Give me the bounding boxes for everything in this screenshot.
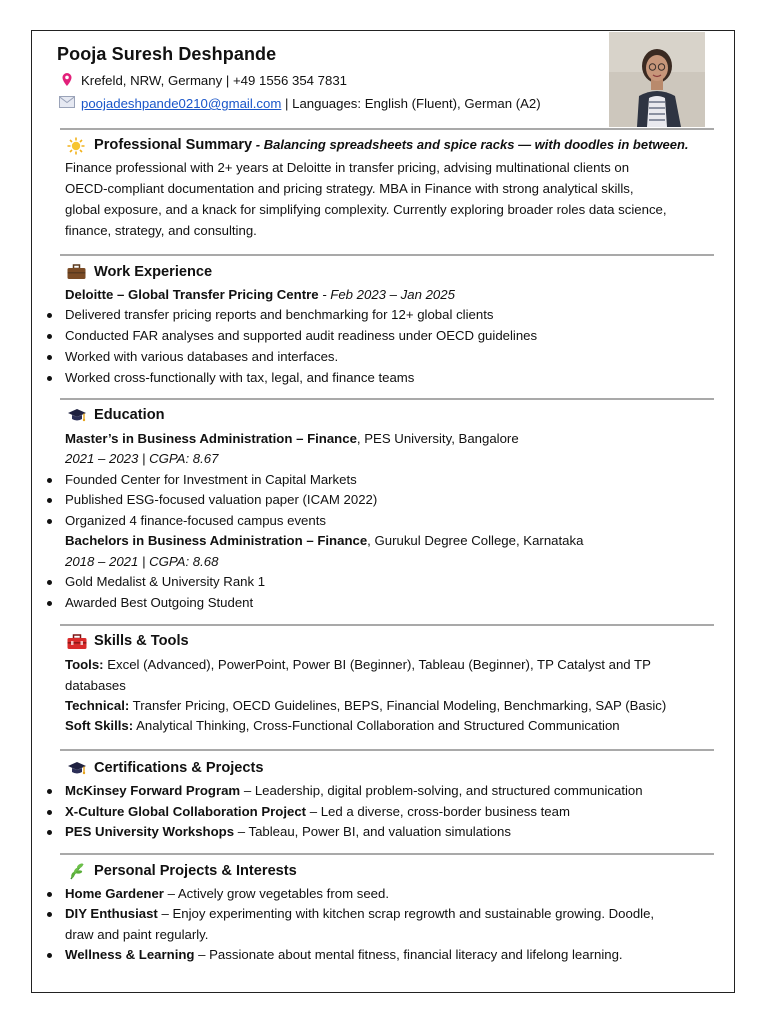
candidate-name: Pooja Suresh Deshpande xyxy=(57,44,277,64)
bullet-dot xyxy=(47,313,52,318)
work-bullet: Worked cross-functionally with tax, legal, and finance teams xyxy=(65,370,415,385)
soft-skills-value: Analytical Thinking, Cross-Functional Collaboration and Structured Communication xyxy=(133,718,620,733)
email-link[interactable]: poojadeshpande0210@gmail.com xyxy=(81,96,282,111)
bullet-dot xyxy=(47,953,52,958)
education-bullet: Gold Medalist & University Rank 1 xyxy=(65,574,266,589)
education-bullet: Awarded Best Outgoing Student xyxy=(65,595,254,610)
work-heading: Work Experience xyxy=(94,264,213,280)
bullet-dot xyxy=(47,830,52,835)
personal-desc: – Passionate about mental fitness, financial literacy and lifelong learning. xyxy=(194,947,623,962)
bullet-dot xyxy=(47,601,52,606)
cert-title: PES University Workshops xyxy=(65,824,235,839)
divider xyxy=(60,853,714,855)
skills-heading: Skills & Tools xyxy=(94,633,189,649)
personal-item-cont: draw and paint regularly. xyxy=(65,927,209,942)
bullet-dot xyxy=(47,498,52,503)
work-bullet: Delivered transfer pricing reports and benchmarking for 12+ global clients xyxy=(65,307,494,322)
education-bullet: Organized 4 finance-focused campus events xyxy=(65,513,326,528)
personal-desc: – Actively grow vegetables from seed. xyxy=(163,886,389,901)
summary-line: OECD-compliant documentation and pricing strategy. MBA in Finance with strong analytical skills, xyxy=(65,181,634,196)
education-meta: 2018 – 2021 | CGPA: 8.68 xyxy=(65,554,219,569)
profile-photo xyxy=(609,32,705,127)
technical-value: Transfer Pricing, OECD Guidelines, BEPS, Financial Modeling, Benchmarking, SAP (Basic) xyxy=(129,698,667,713)
personal-desc: – Enjoy experimenting with kitchen scrap regrowth and sustainable growing. Doodle, xyxy=(157,906,655,921)
education-meta: 2021 – 2023 | CGPA: 8.67 xyxy=(65,451,219,466)
education-bullet: Published ESG-focused valuation paper (ICAM 2022) xyxy=(65,492,378,507)
divider xyxy=(60,749,714,751)
herb-icon xyxy=(68,862,86,880)
graduation-cap-icon xyxy=(67,761,87,777)
cert-item xyxy=(65,783,643,799)
education-school: , Gurukul Degree College, Karnataka xyxy=(367,533,584,548)
tools-value-cont: databases xyxy=(65,678,126,693)
cert-desc: – Tableau, Power BI, and valuation simulations xyxy=(234,824,511,839)
education-bullet: Founded Center for Investment in Capital Markets xyxy=(65,472,357,487)
divider xyxy=(60,128,714,130)
divider xyxy=(60,398,714,400)
location-pin-icon xyxy=(60,72,74,88)
bullet-dot xyxy=(47,789,52,794)
toolbox-icon xyxy=(67,634,87,650)
tools-label: Tools: xyxy=(65,657,104,672)
personal-item xyxy=(65,886,389,902)
personal-heading: Personal Projects & Interests xyxy=(94,863,297,879)
graduation-cap-icon xyxy=(67,408,87,424)
certifications-heading: Certifications & Projects xyxy=(94,760,264,776)
location-phone: Krefeld, NRW, Germany | +49 1556 354 7831 xyxy=(81,73,347,88)
summary-line: global exposure, and a knack for simplifying complexity. Currently exploring broader roles data science, xyxy=(65,202,667,217)
summary-tagline: - Balancing spreadsheets and spice racks — with doodles in between. xyxy=(252,137,689,152)
personal-title: DIY Enthusiast xyxy=(65,906,158,921)
education-heading: Education xyxy=(94,407,165,423)
work-bullet: Conducted FAR analyses and supported audit readiness under OECD guidelines xyxy=(65,328,538,343)
cert-item xyxy=(65,824,511,840)
education-degree: Master’s in Business Administration – Finance xyxy=(65,431,357,446)
summary-line: Finance professional with 2+ years at Deloitte in transfer pricing, advising multinational clients on xyxy=(65,160,630,175)
sun-icon xyxy=(67,137,85,155)
bullet-dot xyxy=(47,478,52,483)
bullet-dot xyxy=(47,892,52,897)
technical-label: Technical: xyxy=(65,698,130,713)
soft-skills-label: Soft Skills: xyxy=(65,718,134,733)
personal-item xyxy=(65,947,623,963)
personal-title: Wellness & Learning xyxy=(65,947,195,962)
bullet-dot xyxy=(47,580,52,585)
divider xyxy=(60,254,714,256)
divider xyxy=(60,624,714,626)
cert-title: McKinsey Forward Program xyxy=(65,783,241,798)
bullet-dot xyxy=(47,355,52,360)
cert-item xyxy=(65,804,570,820)
bullet-dot xyxy=(47,810,52,815)
education-degree: Bachelors in Business Administration – Finance xyxy=(65,533,368,548)
work-role: Deloitte – Global Transfer Pricing Centre xyxy=(65,287,319,302)
tools-value: Excel (Advanced), PowerPoint, Power BI (Beginner), Tableau (Beginner), TP Catalyst and TP xyxy=(103,657,651,672)
bullet-dot xyxy=(47,376,52,381)
languages: | Languages: English (Fluent), German (A2) xyxy=(281,96,541,111)
bullet-dot xyxy=(47,519,52,524)
summary-line: finance, strategy, and consulting. xyxy=(65,223,257,238)
email-icon xyxy=(59,96,75,108)
summary-heading: Professional Summary xyxy=(94,137,253,153)
education-school: , PES University, Bangalore xyxy=(356,431,519,446)
work-bullet: Worked with various databases and interfaces. xyxy=(65,349,339,364)
bullet-dot xyxy=(47,912,52,917)
briefcase-icon xyxy=(67,264,86,280)
cert-desc: – Leadership, digital problem-solving, and structured communication xyxy=(240,783,643,798)
cert-desc: – Led a diverse, cross-border business team xyxy=(306,804,570,819)
bullet-dot xyxy=(47,334,52,339)
personal-title: Home Gardener xyxy=(65,886,164,901)
cert-title: X-Culture Global Collaboration Project xyxy=(65,804,307,819)
work-dates: - Feb 2023 – Jan 2025 xyxy=(318,287,455,302)
personal-item xyxy=(65,906,654,922)
